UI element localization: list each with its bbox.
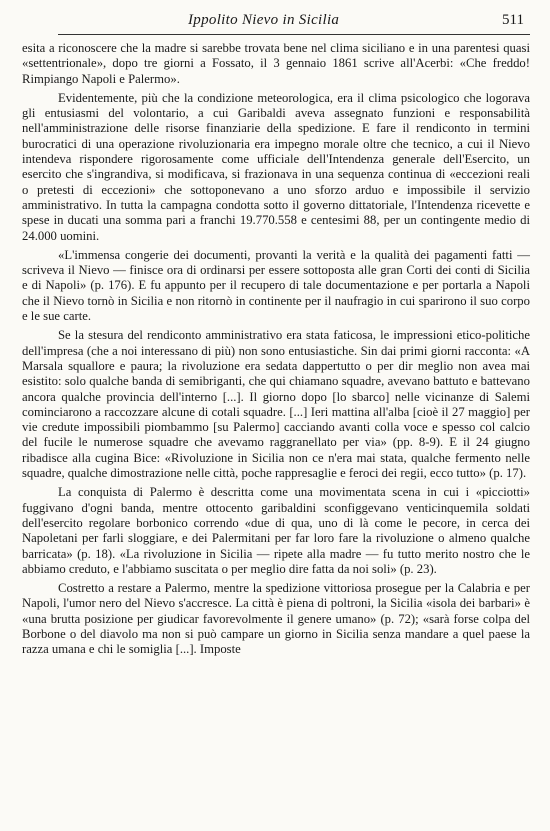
page-number: 511 — [502, 12, 524, 28]
paragraph-4: Se la stesura del rendiconto amministrativo era stata faticosa, le impressioni etico-politiche dell'impresa (che a noi interessano di più) non sono entusiastiche. Sin dai primi giorni racconta: «A Marsala squallore e paura; la rivoluzione era sedata dappertutto o per dir meglio non avea mai esistito: solo qualche banda di semibriganti, che qui chiamano squadre, avevano battuto e battevano ancora qualche provincia dell'interno [...]. Il giorno dopo [lo sbarco] nelle vicinanze di Salemi cominciarono a raccozzare alcune di cotali squadre. [...] Ieri mattina all'alba [cioè il 27 maggio] per vie credute impossibili piombammo [su Palermo] cacciando avanti colla voce e spesso col calcio del fucile le numerose squadre che avevamo raggranellato per via» (pp. 8-9). E il 24 giugno ribadisce alla cugina Bice: «Rivoluzione in Sicilia non ce n'era mai stata, qualche fermento nelle squadre, qualche dimostrazione nelle città, poche rappresaglie e feroci dei regii, ecco tutto» (p. 17). — [22, 328, 530, 481]
paragraph-5: La conquista di Palermo è descritta come una movimentata scena in cui i «picciotti» fuggivano d'ogni banda, mentre ottocento garibaldini sconfiggevano venticinquemila soldati dell'esercito regolare borbonico correndo «due di qua, uno di là come le pecore, in cerca dei Napoletani per farli sloggiare, e dei Palermitani per far loro fare la rivoluzione o almeno qualche barricata» (p. 18). «La rivoluzione in Sicilia — ripete alla madre — fu tutto merito nostro che le abbiamo creduto, e l'abbiamo suscitata o per meglio dire fatta da noi soli» (p. 23). — [22, 485, 530, 576]
body-text — [22, 41, 530, 662]
paragraph-2: Evidentemente, più che la condizione meteorologica, era il clima psicologico che logorava gli entusiasmi del volontario, a cui Garibaldi aveva assegnato funzioni e responsabilità nell'amministrazione delle risorse finanziarie della spedizione. E fare il rendiconto in termini burocratici di una operazione rivoluzionaria era impegno morale oltre che tecnico, a cui il Nievo intendeva rispondere rigorosamente come ufficiale dell'Intendenza generale dell'Esercito, un esercito che s'ingrandiva, si modificava, si frazionava in una sequenza continua di «eccezioni reali o pretesti di eccezioni» che sottoponevano a uno sforzo arduo e impossibile il servizio amministrativo. In tutta la campagna condotta sotto il governo dittatoriale, l'Intendenza ricevette e spese in ducati una somma pari a franchi 19.770.558 e centesimi 88, per un contingente medio di 24.000 uomini. — [22, 90, 530, 243]
running-title: Ippolito Nievo in Sicilia — [188, 12, 340, 28]
paragraph-6: Costretto a restare a Palermo, mentre la spedizione vittoriosa prosegue per la Calabria e per Napoli, l'umor nero del Nievo s'accresce. La città è piena di poltroni, la Sicilia «isola dei barbari» è «una brutta posizione per giudicar favorevolmente il genere umano» (p. 72); «sarà forse colpa del Borbone o del diavolo ma non si può campare un giorno in Sicilia senza mandare a quel paese la razza umana e chi le somiglia [...]. Imposte — [22, 581, 530, 657]
paragraph-3: «L'immensa congerie dei documenti, provanti la verità e la qualità dei pagamenti fatti — scriveva il Nievo — finisce ora di ordinarsi per essere sottoposta alle gran Corti dei conti di Sicilia e di Napoli» (p. 176). E fu appunto per il recupero di tale documentazione e per portarla a Napoli che il Nievo tornò in Sicilia e non ritornò in continente per il naufragio in cui sparirono il suo corpo e le sue carte. — [22, 247, 530, 324]
paragraph-1: esita a riconoscere che la madre si sarebbe trovata bene nel clima siciliano e in una parentesi quasi «settentrionale», dopo tre giorni a Fossato, il 3 gennaio 1861 scrive all'Acerbi: «Che freddo! Rimpiango Napoli e Palermo». — [22, 41, 530, 86]
running-header — [58, 10, 530, 35]
